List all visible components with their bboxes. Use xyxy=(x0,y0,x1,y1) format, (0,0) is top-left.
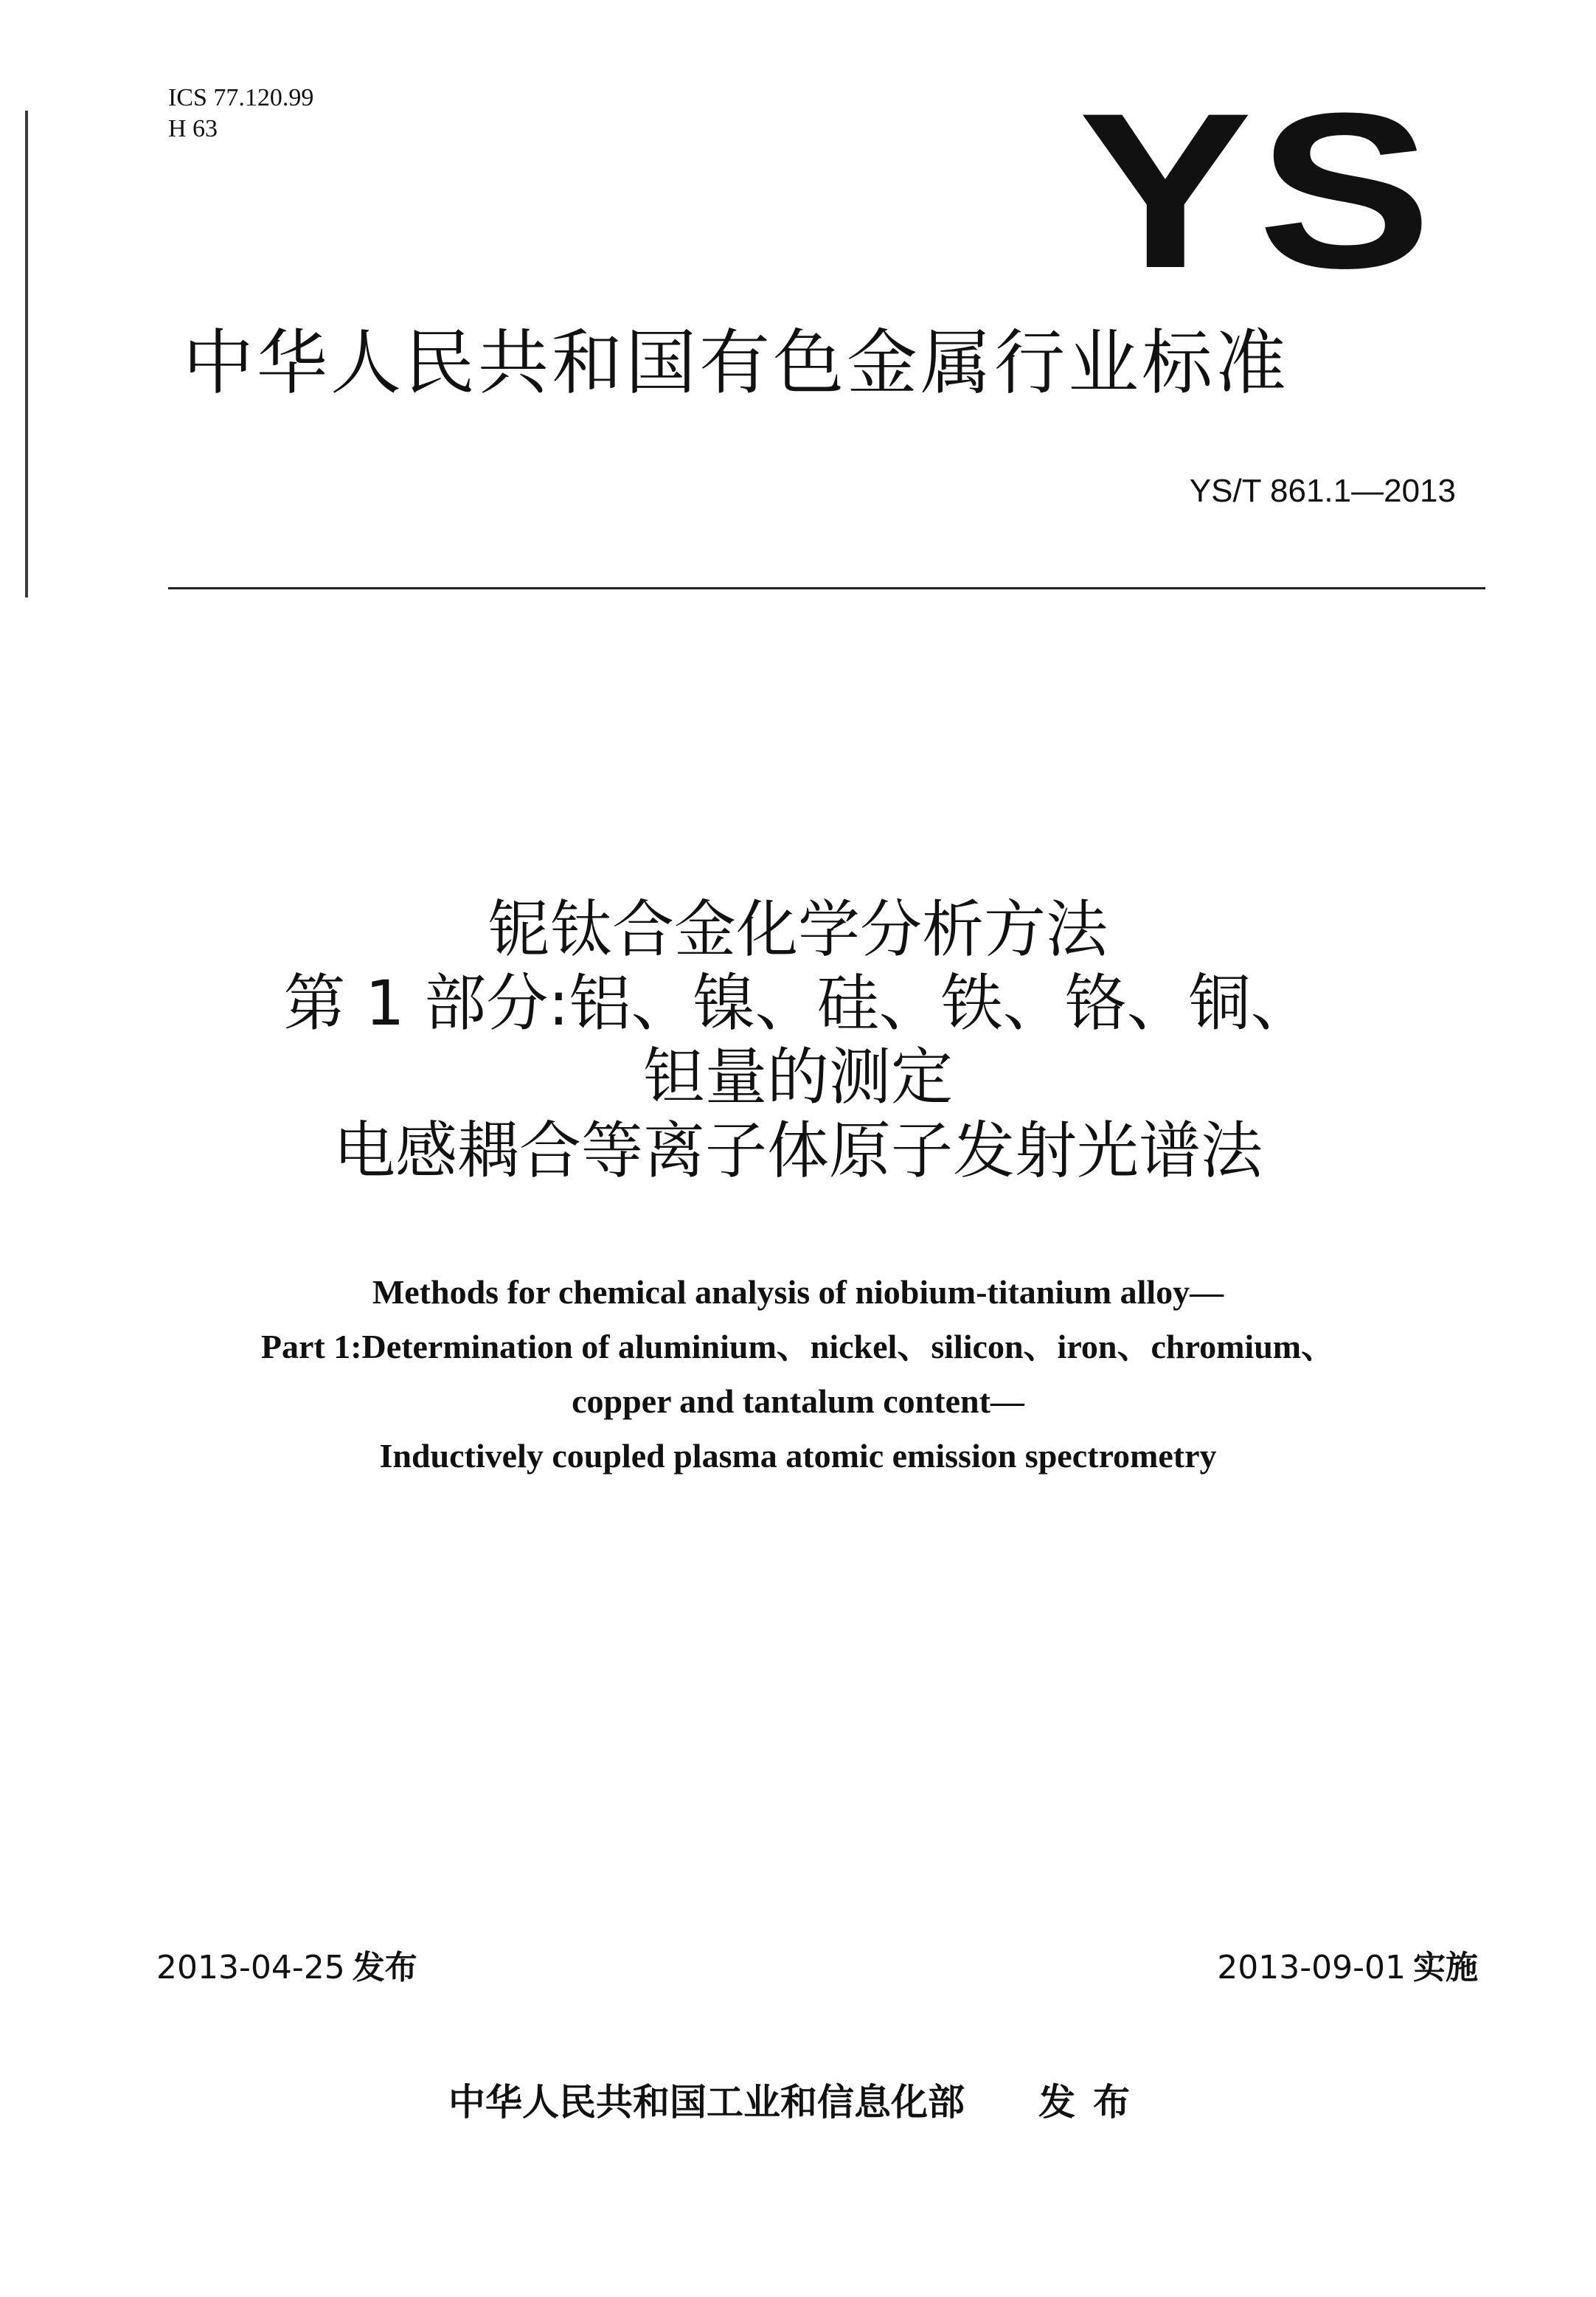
english-title xyxy=(0,1265,1596,1483)
binding-edge-line xyxy=(25,111,28,597)
chinese-title-line-2: 第 1 部分:铝、镍、硅、铁、铬、铜、 xyxy=(283,967,1313,1039)
classification-codes xyxy=(168,83,313,145)
issue-date: 2013-04-25 xyxy=(156,1949,345,1986)
chinese-title-line-3: 钽量的测定 xyxy=(642,1041,953,1113)
english-title-line-1: Methods for chemical analysis of niobium-titanium alloy— xyxy=(372,1273,1224,1311)
issue-date-block xyxy=(156,1947,417,1989)
ccs-code: H 63 xyxy=(168,115,218,142)
chinese-title-line-1: 铌钛合金化学分析方法 xyxy=(488,893,1108,966)
chinese-title xyxy=(0,893,1596,1188)
ys-logo: YS xyxy=(1078,66,1437,314)
header-divider xyxy=(168,587,1485,589)
english-title-line-2: Part 1:Determination of aluminium、nickel、silicon、iron、chromium、 xyxy=(260,1328,1336,1365)
english-title-line-3: copper and tantalum content— xyxy=(572,1382,1024,1420)
implement-date-block xyxy=(1217,1947,1478,1989)
chinese-title-line-4: 电感耦合等离子体原子发射光谱法 xyxy=(333,1115,1263,1187)
standard-category-title: 中华人民共和国有色金属行业标准 xyxy=(183,322,1289,404)
issuer-line xyxy=(0,2079,1596,2126)
standard-number: YS/T 861.1—2013 xyxy=(1189,473,1456,509)
ics-code: ICS 77.120.99 xyxy=(168,84,314,111)
issuer-action: 发布 xyxy=(1038,2081,1148,2124)
implement-date: 2013-09-01 xyxy=(1217,1949,1406,1986)
issue-label: 发布 xyxy=(352,1949,417,1986)
english-title-line-4: Inductively coupled plasma atomic emission spectrometry xyxy=(379,1437,1217,1475)
implement-label: 实施 xyxy=(1413,1949,1478,1986)
issuer-name: 中华人民共和国工业和信息化部 xyxy=(448,2081,965,2124)
